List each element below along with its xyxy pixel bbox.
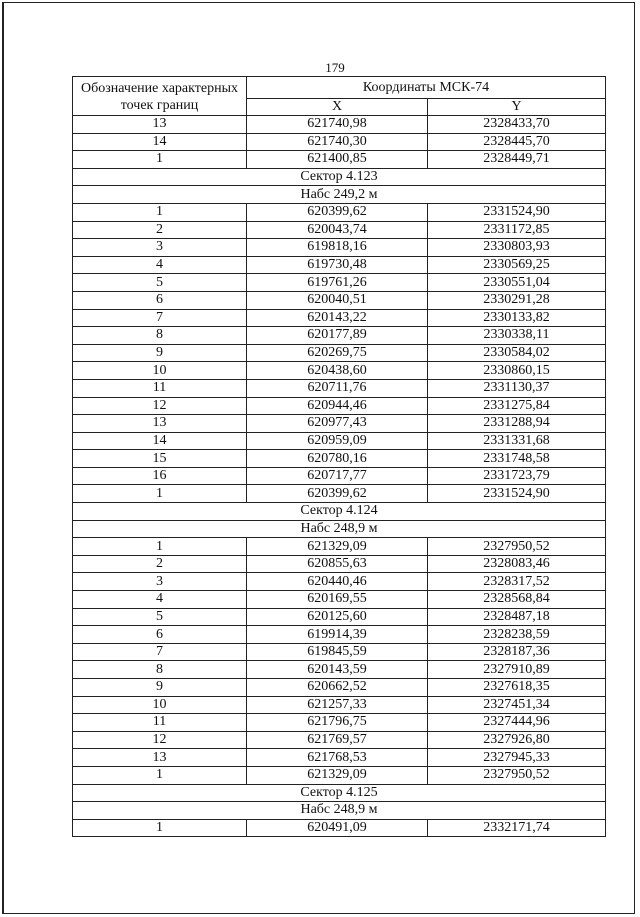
coordinate-x: 620440,46 (247, 573, 428, 591)
point-number: 9 (73, 679, 247, 697)
section-row (73, 802, 606, 820)
section-label: Сектор 4.125 (73, 784, 606, 802)
table-row (73, 538, 606, 556)
point-number: 11 (73, 379, 247, 397)
table-row (73, 291, 606, 309)
point-number: 16 (73, 467, 247, 485)
table-row (73, 485, 606, 503)
point-number: 4 (73, 256, 247, 274)
coordinate-y: 2330338,11 (428, 327, 606, 345)
coordinate-y: 2331723,79 (428, 467, 606, 485)
table-row (73, 555, 606, 573)
coordinate-y: 2330803,93 (428, 239, 606, 257)
coordinate-x: 620399,62 (247, 203, 428, 221)
point-number: 12 (73, 731, 247, 749)
table-row (73, 643, 606, 661)
table-row (73, 415, 606, 433)
coordinate-x: 621400,85 (247, 151, 428, 169)
coordinate-x: 619818,16 (247, 239, 428, 257)
coordinate-x: 620143,22 (247, 309, 428, 327)
coordinate-x: 620491,09 (247, 819, 428, 837)
coordinate-y: 2330860,15 (428, 362, 606, 380)
coordinate-y: 2327945,33 (428, 749, 606, 767)
section-label: Сектор 4.124 (73, 503, 606, 521)
coordinate-y: 2330551,04 (428, 274, 606, 292)
table-row (73, 203, 606, 221)
coordinate-x: 620662,52 (247, 679, 428, 697)
point-number: 14 (73, 133, 247, 151)
point-number: 7 (73, 309, 247, 327)
coordinate-x: 620977,43 (247, 415, 428, 433)
coordinate-y: 2331288,94 (428, 415, 606, 433)
coordinate-y: 2328449,71 (428, 151, 606, 169)
table-row (73, 344, 606, 362)
point-number: 12 (73, 397, 247, 415)
coordinate-y: 2327950,52 (428, 766, 606, 784)
coordinate-y: 2331748,58 (428, 450, 606, 468)
point-number: 8 (73, 327, 247, 345)
coordinate-x: 621740,98 (247, 116, 428, 134)
table-row (73, 362, 606, 380)
point-number: 5 (73, 274, 247, 292)
point-number: 7 (73, 643, 247, 661)
coordinate-x: 621257,33 (247, 696, 428, 714)
table-row (73, 327, 606, 345)
coordinate-y: 2328187,36 (428, 643, 606, 661)
point-number: 14 (73, 432, 247, 450)
table-header (73, 77, 606, 116)
coordinate-y: 2331172,85 (428, 221, 606, 239)
table-row (73, 626, 606, 644)
point-number: 10 (73, 362, 247, 380)
coordinate-x: 620043,74 (247, 221, 428, 239)
point-number: 1 (73, 151, 247, 169)
coordinate-y: 2327451,34 (428, 696, 606, 714)
coordinate-y: 2330569,25 (428, 256, 606, 274)
point-number: 13 (73, 749, 247, 767)
coordinate-y: 2328317,52 (428, 573, 606, 591)
coordinate-x: 620143,59 (247, 661, 428, 679)
point-number: 3 (73, 573, 247, 591)
coordinate-x: 621769,57 (247, 731, 428, 749)
coordinate-x: 620177,89 (247, 327, 428, 345)
coordinate-y: 2328238,59 (428, 626, 606, 644)
point-number: 9 (73, 344, 247, 362)
coordinate-y: 2330584,02 (428, 344, 606, 362)
coordinate-x: 620717,77 (247, 467, 428, 485)
table-row (73, 151, 606, 169)
section-row (73, 503, 606, 521)
table-row (73, 256, 606, 274)
point-number: 10 (73, 696, 247, 714)
point-number: 2 (73, 555, 247, 573)
section-label: Набс 248,9 м (73, 802, 606, 820)
point-number: 15 (73, 450, 247, 468)
section-row (73, 168, 606, 186)
table-row (73, 467, 606, 485)
coordinate-x: 620711,76 (247, 379, 428, 397)
section-label: Сектор 4.123 (73, 168, 606, 186)
table-row (73, 591, 606, 609)
coordinate-y: 2327444,96 (428, 714, 606, 732)
section-label: Набс 249,2 м (73, 186, 606, 204)
point-number: 1 (73, 538, 247, 556)
header-x: X (247, 99, 428, 116)
coordinate-y: 2327618,35 (428, 679, 606, 697)
coordinate-y: 2327910,89 (428, 661, 606, 679)
coordinates-table (72, 76, 606, 837)
table-row (73, 379, 606, 397)
point-number: 1 (73, 819, 247, 837)
coordinate-x: 621796,75 (247, 714, 428, 732)
point-number: 8 (73, 661, 247, 679)
point-number: 6 (73, 626, 247, 644)
coordinate-x: 619845,59 (247, 643, 428, 661)
header-y: Y (428, 99, 606, 116)
coordinate-x: 620959,09 (247, 432, 428, 450)
coordinate-y: 2328445,70 (428, 133, 606, 151)
point-number: 11 (73, 714, 247, 732)
point-number: 13 (73, 116, 247, 134)
table-row (73, 819, 606, 837)
point-number: 4 (73, 591, 247, 609)
table-row (73, 432, 606, 450)
coordinate-x: 621740,30 (247, 133, 428, 151)
table-row (73, 766, 606, 784)
table-row (73, 714, 606, 732)
table-row (73, 749, 606, 767)
coordinate-x: 621329,09 (247, 766, 428, 784)
coordinate-x: 619730,48 (247, 256, 428, 274)
table-body (73, 116, 606, 837)
table-row (73, 274, 606, 292)
table-row (73, 133, 606, 151)
coordinate-x: 621329,09 (247, 538, 428, 556)
point-number: 5 (73, 608, 247, 626)
coordinate-x: 620780,16 (247, 450, 428, 468)
point-number: 1 (73, 766, 247, 784)
point-number: 3 (73, 239, 247, 257)
table-row (73, 696, 606, 714)
table-row (73, 116, 606, 134)
coordinate-y: 2331130,37 (428, 379, 606, 397)
coordinate-y: 2331275,84 (428, 397, 606, 415)
coordinate-y: 2328433,70 (428, 116, 606, 134)
table-row (73, 573, 606, 591)
table-row (73, 661, 606, 679)
coordinate-x: 620399,62 (247, 485, 428, 503)
page-number: 179 (325, 60, 345, 75)
coordinate-x: 620269,75 (247, 344, 428, 362)
coordinate-x: 620169,55 (247, 591, 428, 609)
coordinate-x: 620125,60 (247, 608, 428, 626)
coordinate-y: 2331524,90 (428, 485, 606, 503)
coordinate-y: 2328568,84 (428, 591, 606, 609)
coordinate-x: 620438,60 (247, 362, 428, 380)
table-row (73, 679, 606, 697)
coordinate-y: 2328083,46 (428, 555, 606, 573)
coordinate-x: 619761,26 (247, 274, 428, 292)
table-row (73, 608, 606, 626)
coordinate-y: 2330133,82 (428, 309, 606, 327)
section-row (73, 520, 606, 538)
header-point-designation: Обозначение характерных точек границ (73, 77, 247, 116)
coordinate-x: 619914,39 (247, 626, 428, 644)
section-row (73, 784, 606, 802)
coordinate-y: 2327950,52 (428, 538, 606, 556)
coordinate-y: 2331524,90 (428, 203, 606, 221)
table-row (73, 221, 606, 239)
section-row (73, 186, 606, 204)
coordinate-y: 2332171,74 (428, 819, 606, 837)
coordinate-y: 2328487,18 (428, 608, 606, 626)
coordinate-x: 621768,53 (247, 749, 428, 767)
table-row (73, 239, 606, 257)
table-row (73, 309, 606, 327)
point-number: 13 (73, 415, 247, 433)
point-number: 6 (73, 291, 247, 309)
table-row (73, 450, 606, 468)
point-number: 2 (73, 221, 247, 239)
section-label: Набс 248,9 м (73, 520, 606, 538)
point-number: 1 (73, 203, 247, 221)
table-row (73, 731, 606, 749)
point-number: 1 (73, 485, 247, 503)
coordinate-x: 620855,63 (247, 555, 428, 573)
coordinate-y: 2330291,28 (428, 291, 606, 309)
table-row (73, 397, 606, 415)
coordinate-x: 620944,46 (247, 397, 428, 415)
coordinate-x: 620040,51 (247, 291, 428, 309)
coordinate-y: 2327926,80 (428, 731, 606, 749)
coordinate-y: 2331331,68 (428, 432, 606, 450)
header-coordinate-system: Координаты МСК-74 (247, 77, 606, 99)
